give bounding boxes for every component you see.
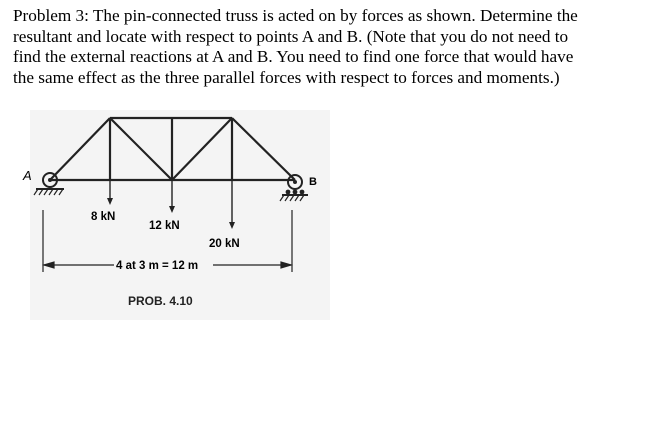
load-label-20kn: 20 kN — [209, 238, 240, 250]
pin-support-a — [34, 173, 64, 195]
problem-line-2: resultant and locate with respect to points A and B. (Note that you do not need to — [13, 26, 569, 46]
truss-members — [50, 118, 295, 180]
dimension-label: 4 at 3 m = 12 m — [116, 260, 199, 272]
left-end-diagonal — [50, 118, 110, 180]
load-label-8kn: 8 kN — [91, 211, 116, 223]
figure-caption: PROB. 4.10 — [128, 294, 193, 308]
truss-figure — [23, 110, 330, 320]
load-label-12kn: 12 kN — [149, 220, 180, 232]
problem-line-1: Problem 3: The pin-connected truss is acted on by forces as shown. Determine the — [13, 6, 578, 25]
truss-diagram — [23, 110, 330, 320]
diagonal-member-1 — [110, 118, 172, 180]
support-label-b: B — [309, 176, 317, 188]
problem-line-4: the same effect as the three parallel forces with respect to forces and moments.) — [13, 67, 560, 87]
problem-statement — [13, 6, 653, 88]
diagonal-member-2 — [172, 118, 232, 180]
problem-line-3: find the external reactions at A and B. You need to find one force that would have — [13, 47, 574, 66]
right-end-diagonal — [232, 118, 295, 180]
support-label-a: A — [23, 168, 32, 183]
